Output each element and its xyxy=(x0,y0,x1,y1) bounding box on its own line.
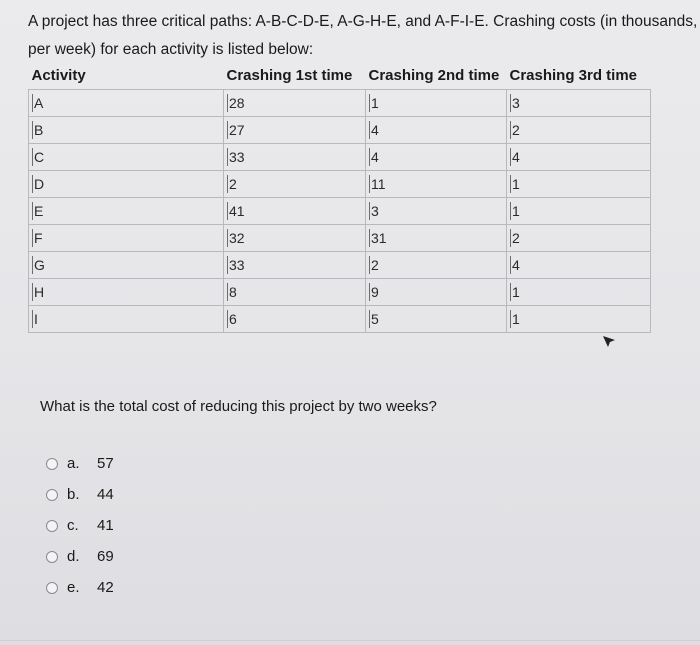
table-row xyxy=(29,171,651,198)
cost-cell xyxy=(224,90,366,117)
cost-cell xyxy=(366,198,507,225)
cost-cell xyxy=(224,171,366,198)
cost-cell xyxy=(507,279,651,306)
cost-cell xyxy=(224,144,366,171)
cost-cell xyxy=(224,306,366,333)
option-a[interactable] xyxy=(46,448,114,479)
activity-cell xyxy=(29,144,224,171)
header-activity: Activity xyxy=(31,67,86,84)
option-d[interactable] xyxy=(46,541,114,572)
option-value: 42 xyxy=(97,579,114,596)
activity-label: B xyxy=(34,122,44,138)
activity-label: G xyxy=(34,257,45,273)
cost-value: 31 xyxy=(371,230,387,246)
activity-cell xyxy=(29,225,224,252)
cost-cell xyxy=(224,225,366,252)
cost-value: 6 xyxy=(229,311,237,327)
header-crashing-1st: Crashing 1st time xyxy=(226,67,353,84)
option-letter: d. xyxy=(67,548,80,565)
cost-value: 4 xyxy=(371,149,379,165)
table-row xyxy=(29,144,651,171)
cost-cell xyxy=(366,225,507,252)
option-b[interactable] xyxy=(46,479,114,510)
cost-value: 2 xyxy=(512,122,520,138)
cost-cell xyxy=(507,198,651,225)
cost-value: 9 xyxy=(371,284,379,300)
cost-value: 33 xyxy=(229,257,245,273)
table-row xyxy=(29,306,651,333)
cost-value: 4 xyxy=(371,122,379,138)
cost-value: 2 xyxy=(229,176,237,192)
activity-cell xyxy=(29,198,224,225)
radio-button-icon[interactable] xyxy=(46,520,58,532)
option-letter: c. xyxy=(67,517,79,534)
cost-value: 8 xyxy=(229,284,237,300)
cost-cell xyxy=(507,171,651,198)
cost-value: 1 xyxy=(371,95,379,111)
option-letter: a. xyxy=(67,455,80,472)
table-row xyxy=(29,198,651,225)
header-crashing-3rd: Crashing 3rd time xyxy=(509,67,638,84)
crashing-cost-table-container xyxy=(28,62,651,333)
cost-value: 1 xyxy=(512,203,520,219)
cost-cell xyxy=(366,117,507,144)
cost-cell xyxy=(366,171,507,198)
radio-button-icon[interactable] xyxy=(46,489,58,501)
activity-cell xyxy=(29,117,224,144)
cost-value: 4 xyxy=(512,149,520,165)
cost-value: 41 xyxy=(229,203,245,219)
table-row xyxy=(29,252,651,279)
table-header-row xyxy=(29,62,651,90)
cost-cell xyxy=(224,198,366,225)
option-c[interactable] xyxy=(46,510,114,541)
cost-value: 32 xyxy=(229,230,245,246)
cost-cell xyxy=(366,279,507,306)
option-value: 44 xyxy=(97,486,114,503)
cost-value: 4 xyxy=(512,257,520,273)
cost-value: 1 xyxy=(512,284,520,300)
cost-cell xyxy=(224,117,366,144)
answer-options xyxy=(46,448,114,603)
option-value: 41 xyxy=(97,517,114,534)
cost-cell xyxy=(366,252,507,279)
cost-value: 1 xyxy=(512,311,520,327)
activity-label: A xyxy=(34,95,44,111)
question-prompt: What is the total cost of reducing this project by two weeks? xyxy=(40,398,437,415)
cost-cell xyxy=(507,306,651,333)
activity-label: C xyxy=(34,149,45,165)
radio-button-icon[interactable] xyxy=(46,458,58,470)
crashing-cost-table xyxy=(28,62,651,333)
activity-label: I xyxy=(34,311,38,327)
cost-value: 11 xyxy=(371,176,386,192)
cost-cell xyxy=(366,144,507,171)
cost-cell xyxy=(507,252,651,279)
cost-cell xyxy=(507,225,651,252)
table-row xyxy=(29,90,651,117)
table-row xyxy=(29,117,651,144)
cost-cell xyxy=(507,144,651,171)
header-crashing-2nd: Crashing 2nd time xyxy=(368,67,500,84)
cost-cell xyxy=(224,279,366,306)
question-text: A project has three critical paths: A-B-C-D-E, A-G-H-E, and A-F-I-E. Crashing costs (in thousands, per week) for each activity is listed below: xyxy=(28,13,698,58)
radio-button-icon[interactable] xyxy=(46,582,58,594)
cost-value: 5 xyxy=(371,311,379,327)
cost-value: 3 xyxy=(512,95,520,111)
option-letter: b. xyxy=(67,486,80,503)
cost-cell xyxy=(224,252,366,279)
option-value: 69 xyxy=(97,548,114,565)
cost-value: 27 xyxy=(229,122,245,138)
cost-value: 28 xyxy=(229,95,245,111)
cost-value: 33 xyxy=(229,149,245,165)
cost-cell xyxy=(507,90,651,117)
cost-cell xyxy=(366,90,507,117)
cost-value: 2 xyxy=(371,257,379,273)
mouse-pointer-icon xyxy=(600,333,618,351)
activity-label: E xyxy=(34,203,44,219)
activity-cell xyxy=(29,90,224,117)
cost-value: 1 xyxy=(512,176,520,192)
option-e[interactable] xyxy=(46,572,114,603)
cost-cell xyxy=(507,117,651,144)
activity-cell xyxy=(29,279,224,306)
activity-label: D xyxy=(34,176,45,192)
activity-cell xyxy=(29,306,224,333)
option-value: 57 xyxy=(97,455,114,472)
cost-value: 2 xyxy=(512,230,520,246)
option-letter: e. xyxy=(67,579,80,596)
activity-cell xyxy=(29,252,224,279)
table-row xyxy=(29,279,651,306)
activity-cell xyxy=(29,171,224,198)
table-row xyxy=(29,225,651,252)
activity-label: F xyxy=(34,230,43,246)
radio-button-icon[interactable] xyxy=(46,551,58,563)
activity-label: H xyxy=(34,284,45,300)
cost-value: 3 xyxy=(371,203,379,219)
cost-cell xyxy=(366,306,507,333)
bottom-divider xyxy=(0,640,700,641)
